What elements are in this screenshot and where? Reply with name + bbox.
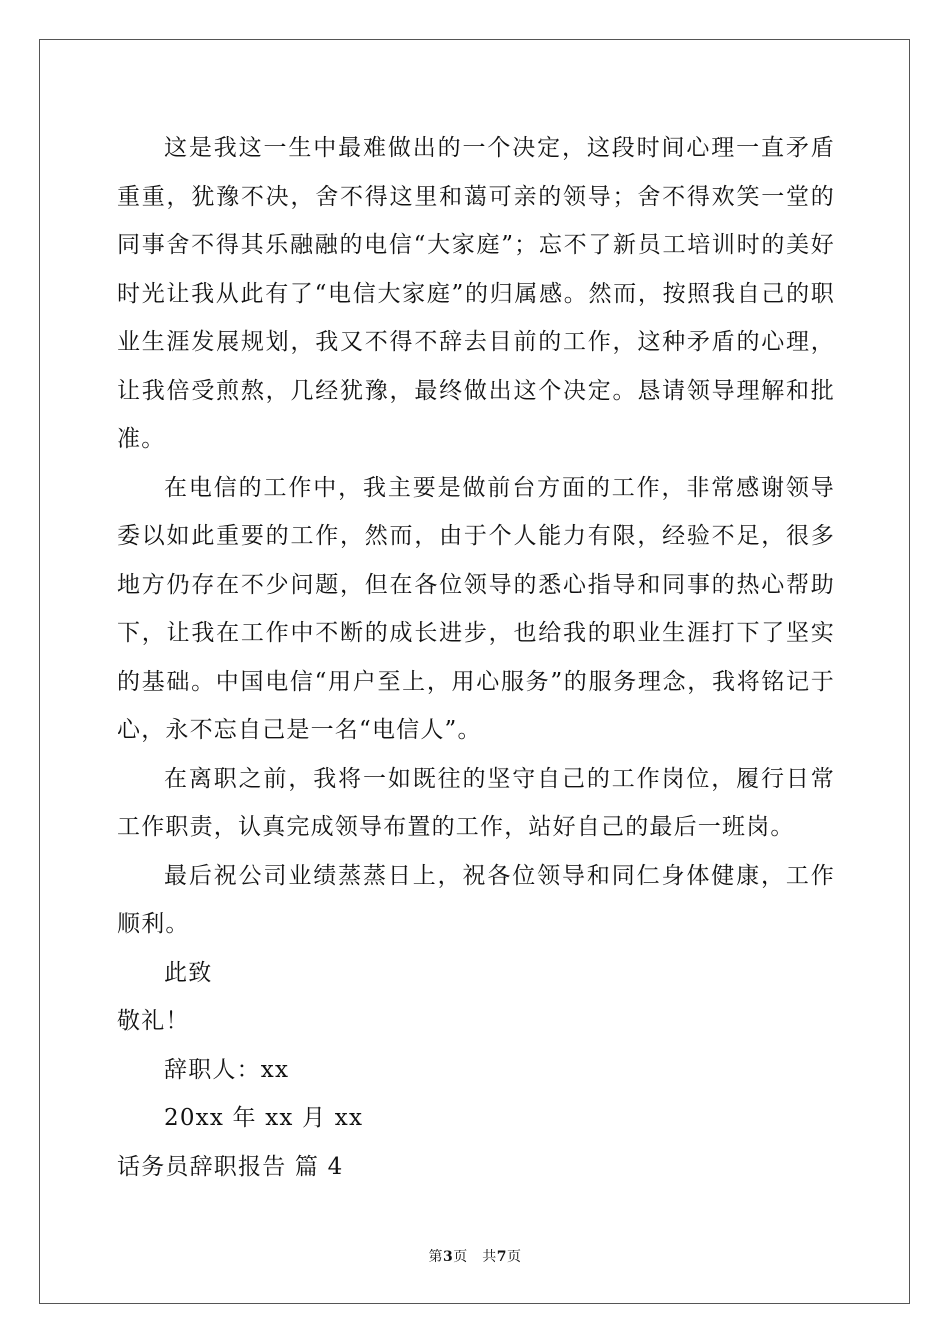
paragraph-4: 最后祝公司业绩蒸蒸日上，祝各位领导和同仁身体健康，工作顺利。 (117, 862, 835, 937)
page-mid: 页 共 (453, 1249, 497, 1265)
paragraph-2: 在电信的工作中，我主要是做前台方面的工作，非常感谢领导委以如此重要的工作，然而，由于个人能力有限，经验不足，很多地方仍存在不少问题，但在各位领导的悉心指导和同事的热心帮助下，让我在工作中不断的成长进步，也给我的职业生涯打下了坚实的基础。中国电信“用户至上，用心服务”的服务理念，我将铭记于心，永不忘自己是一名“电信人”。 (117, 474, 835, 743)
date-line: 20xx 年 xx 月 xx (164, 1105, 364, 1131)
closing-text: 此致 (164, 959, 213, 986)
paragraph-3: 在离职之前，我将一如既往的坚守自己的工作岗位，履行日常工作职责，认真完成领导布置的工作，站好自己的最后一班岗。 (117, 765, 835, 840)
salutation-text: 敬礼！ (117, 1008, 190, 1034)
signature-line: 辞职人：xx (164, 1056, 290, 1083)
total-page-number: 7 (496, 1249, 507, 1265)
page-suffix: 页 (507, 1249, 522, 1265)
current-page-number: 3 (443, 1249, 454, 1265)
paragraph-1: 这是我这一生中最难做出的一个决定，这段时间心理一直矛盾重重，犹豫不决，舍不得这里和蔼可亲的领导；舍不得欢笑一堂的同事舍不得其乐融融的电信“大家庭”；忘不了新员工培训时的美好时光让我从此有了“电信大家庭”的归属感。然而，按照我自己的职业生涯发展规划，我又不得不辞去目前的工作，这种矛盾的心理，让我倍受煎熬，几经犹豫，最终做出这个决定。恳请领导理解和批准。 (117, 135, 835, 452)
page-footer (0, 1246, 950, 1266)
document-body (117, 124, 835, 1191)
page-prefix: 第 (428, 1249, 443, 1265)
section-heading: 话务员辞职报告 篇 4 (117, 1153, 344, 1180)
